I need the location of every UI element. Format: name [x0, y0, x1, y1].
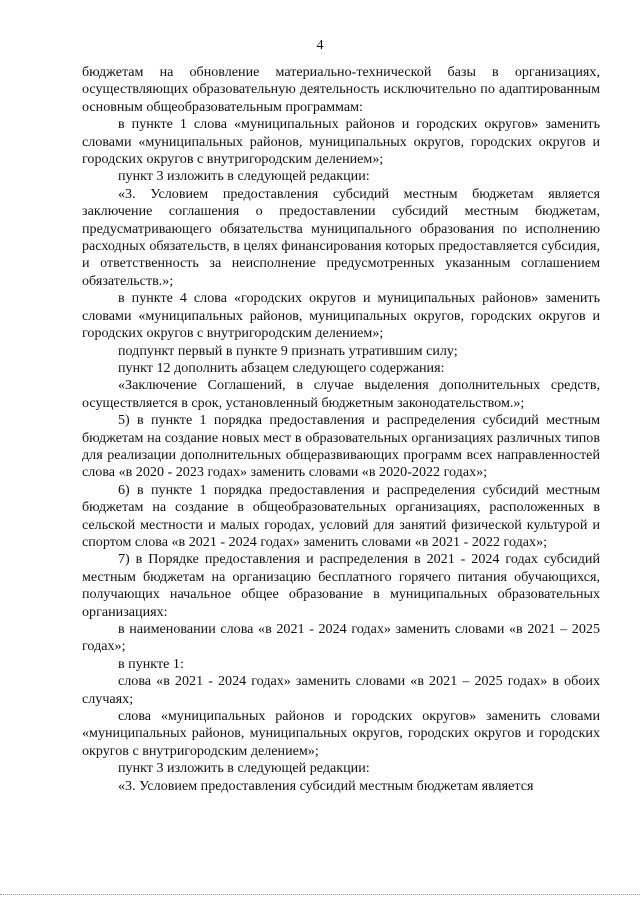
page-bottom-divider — [0, 894, 640, 895]
paragraph: в пункте 4 слова «городских округов и муниципальных районов» заменить словами «муниципальных районов, муниципальных округов, городских округов и городских округов с внутригородским делением»; — [82, 290, 600, 342]
page-number: 4 — [316, 38, 324, 53]
paragraph: пункт 3 изложить в следующей редакции: — [118, 168, 370, 185]
document-body — [82, 64, 600, 795]
paragraph: в пункте 1 слова «муниципальных районов и городских округов» заменить словами «муниципальных районов, муниципальных округов, городских округов и городских округов с внутригородским делением»; — [82, 116, 600, 168]
paragraph: слова «в 2021 - 2024 годах» заменить словами «в 2021 – 2025 годах» в обоих случаях; — [82, 673, 600, 707]
paragraph: «3. Условием предоставления субсидий местным бюджетам является заключение соглашения о предоставлении субсидий местным бюджетам, предусматривающего обязательства муниципального образования по исполнению расходных обязательств, в целях финансирования которых предоставляется субсидия, и ответственность за неисполнение предусмотренных указанным соглашением обязательств.»; — [82, 185, 600, 289]
paragraph: бюджетам на обновление материально-технической базы в организациях, осуществляющих образовательную деятельность исключительно по адаптированным основным общеобразовательным программам: — [82, 64, 600, 115]
paragraph: в наименовании слова «в 2021 - 2024 годах» заменить словами «в 2021 – 2025 годах»; — [82, 621, 600, 655]
paragraph: пункт 12 дополнить абзацем следующего содержания: — [118, 359, 445, 376]
paragraph: 7) в Порядке предоставления и распределения в 2021 - 2024 годах субсидий местным бюджетам на организацию бесплатного горячего питания обучающихся, получающих начальное общее образование в муниципальных образовательных организациях: — [82, 551, 600, 620]
paragraph: «Заключение Соглашений, в случае выделения дополнительных средств, осуществляется в срок, установленный бюджетным законодательством.»; — [82, 377, 600, 411]
paragraph: в пункте 1: — [118, 655, 184, 672]
paragraph: подпункт первый в пункте 9 признать утратившим силу; — [118, 342, 458, 359]
paragraph: 5) в пункте 1 порядка предоставления и распределения субсидий местным бюджетам на создание новых мест в образовательных организациях различных типов для реализации дополнительных общеразвивающих программ всех направленностей слова «в 2020 - 2023 годах» заменить словами «в 2020-2022 годах»; — [82, 412, 600, 481]
paragraph: 6) в пункте 1 порядка предоставления и распределения субсидий местным бюджетам на создание в общеобразовательных организациях, расположенных в сельской местности и малых городах, условий для занятий физической культурой и спортом слова «в 2021 - 2024 годах» заменить словами «в 2021 - 2022 годах»; — [82, 481, 600, 550]
paragraph: слова «муниципальных районов и городских округов» заменить словами «муниципальных районов, муниципальных округов, городских округов и городских округов с внутригородским делением»; — [82, 708, 600, 759]
paragraph: «3. Условием предоставления субсидий местным бюджетам является — [118, 777, 534, 794]
paragraph: пункт 3 изложить в следующей редакции: — [118, 760, 370, 777]
